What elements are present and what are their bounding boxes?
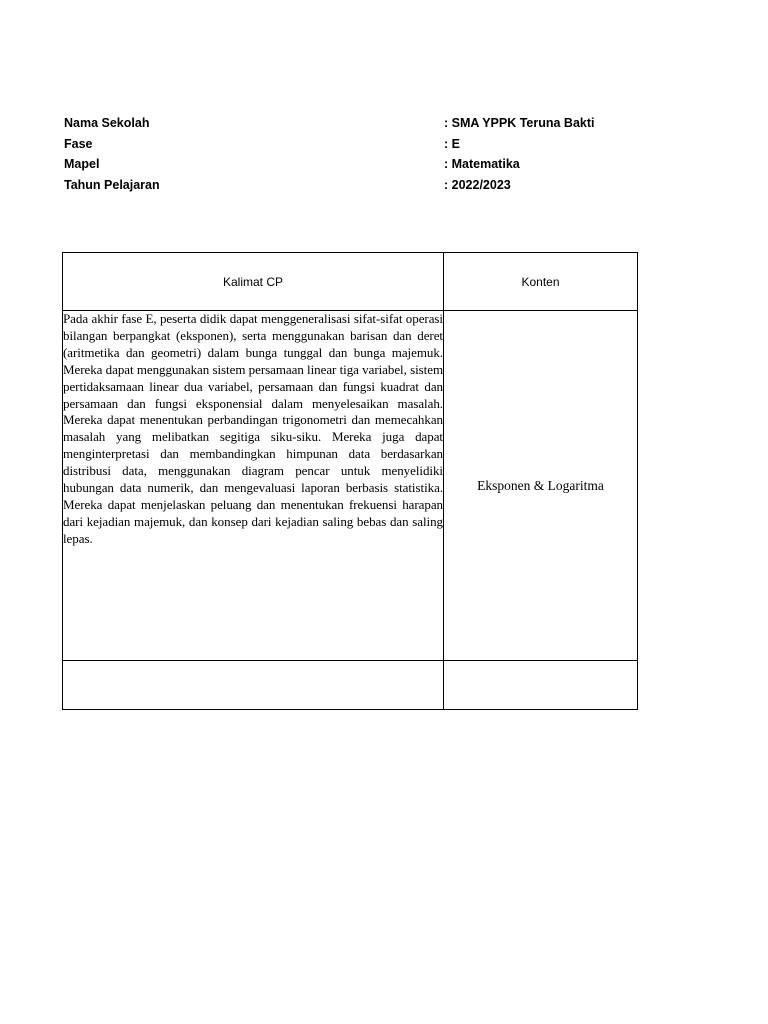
konten-cell: Eksponen & Logaritma [444,311,638,661]
konten-cell-empty [444,661,638,710]
info-value: : 2022/2023 [444,175,511,195]
info-value: : SMA YPPK Teruna Bakti [444,113,595,133]
column-header-kalimat-cp: Kalimat CP [63,253,444,311]
info-label: Fase [64,136,93,151]
info-row-mapel [64,154,624,175]
table-row [63,311,638,661]
info-value: : E [444,134,460,154]
cp-table [62,252,638,710]
info-row-nama-sekolah [64,113,624,134]
column-header-konten: Konten [444,253,638,311]
info-value: : Matematika [444,154,520,174]
info-label: Tahun Pelajaran [64,177,160,192]
table-header-row [63,253,638,311]
table-row-empty [63,661,638,710]
kalimat-cp-cell-empty [63,661,444,710]
school-info [64,113,624,195]
info-label: Mapel [64,157,100,171]
info-row-tahun-pelajaran [64,175,624,196]
info-row-fase [64,134,624,155]
info-label: Nama Sekolah [64,116,150,130]
kalimat-cp-cell: Pada akhir fase E, peserta didik dapat menggeneralisasi sifat-sifat operasi bilangan berpangkat (eksponen), serta menggunakan barisan dan deret (aritmetika dan geometri) dalam bunga tunggal dan bunga majemuk. Mereka dapat menggunakan sistem persamaan linear tiga variabel, sistem pertidaksamaan linear dua variabel, persamaan dan fungsi kuadrat dan persamaan dan fungsi eksponensial dalam menyelesaikan masalah. Mereka dapat menentukan perbandingan trigonometri dan memecahkan masalah yang melibatkan segitiga siku-siku. Mereka juga dapat menginterpretasi dan membandingkan himpunan data berdasarkan distribusi data, menggunakan diagram pencar untuk menyelidiki hubungan data numerik, dan mengevaluasi laporan berbasis statistika. Mereka dapat menjelaskan peluang dan menentukan frekuensi harapan dari kejadian majemuk, dan konsep dari kejadian saling bebas dan saling lepas. [63,311,444,661]
